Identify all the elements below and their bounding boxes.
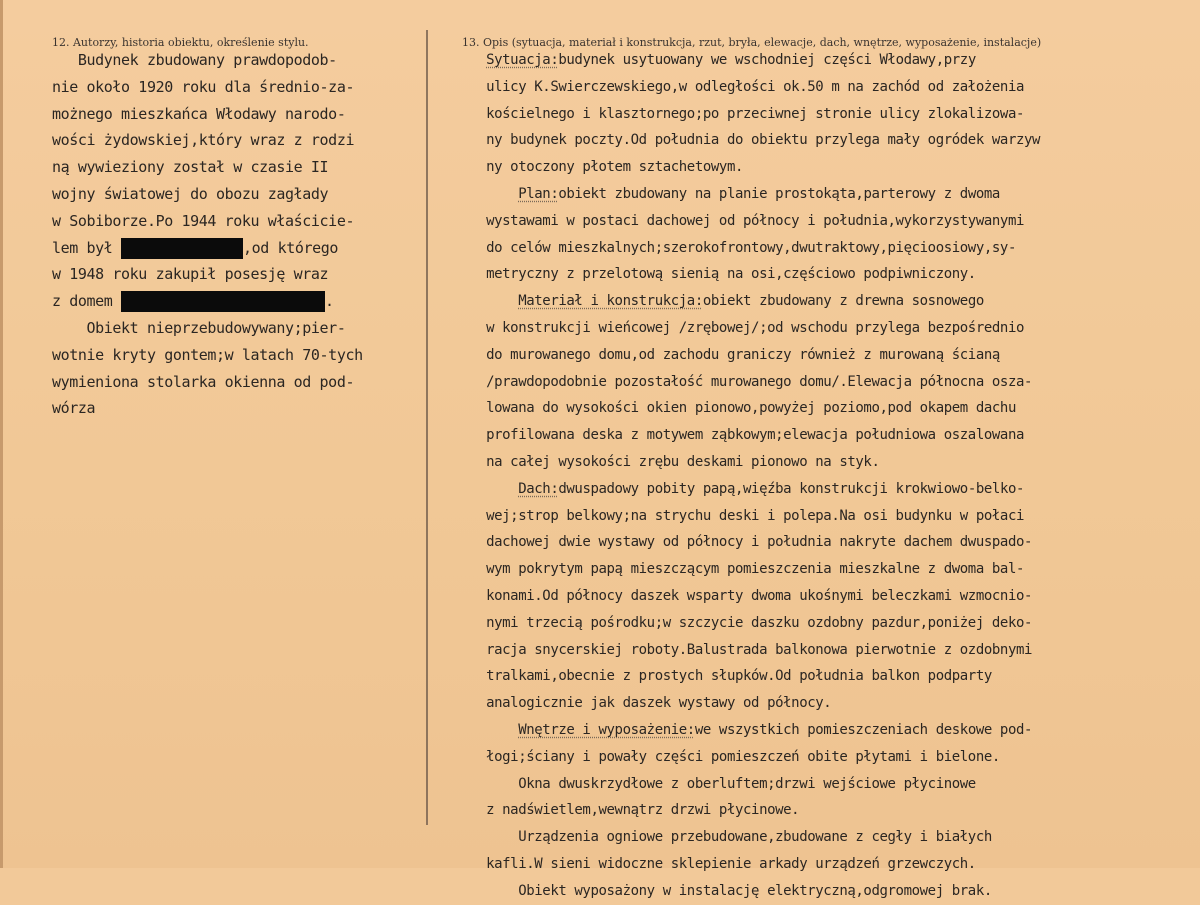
text-fragment: lem był [52, 238, 122, 257]
text-line: nie około 1920 roku dla średnio-za- [52, 77, 355, 96]
text-line: kafli.W sieni widoczne sklepienie arkady urządzeń grzewczych. [462, 855, 976, 872]
subsection-label: Plan: [518, 185, 559, 202]
text-line: ulicy K.Swierczewskiego,w odległości ok.50 m na zachód od założenia [462, 78, 1025, 95]
text-line [462, 47, 1040, 74]
text-line: konami.Od północy daszek wsparty dwoma ukośnymi beleczkami wzmocnio- [462, 587, 1033, 604]
text-fragment: we wszystkich pomieszczeniach deskowe pod- [694, 721, 1033, 738]
subsection-label: Materiał i konstrukcja: [518, 293, 703, 310]
text-line: lowana do wysokości okien pionowo,powyżej poziomo,pod okapem dachu [462, 400, 1016, 417]
text-line: możnego mieszkańca Włodawy narodo- [52, 104, 346, 123]
text-line: ny budynek poczty.Od południa do obiektu przylega mały ogródek warzyw [462, 132, 1041, 149]
text-line: z nadświetlem,wewnątrz drzwi płycinowe. [462, 802, 800, 819]
text-line: w 1948 roku zakupił posesję wraz [52, 265, 329, 284]
text-fragment: dwuspadowy pobity papą,więźba konstrukcji krokwiowo-belko- [558, 480, 1025, 497]
text-line: wym pokrytym papą mieszczącym pomieszczenia mieszkalne z dwoma bal- [462, 561, 1025, 578]
text-line: metryczny z przelotową sienią na osi,częściowo podpiwniczony. [462, 266, 976, 283]
text-line: wojny światowej do obozu zagłady [52, 184, 329, 203]
redaction-bar [121, 238, 243, 259]
text-line [462, 476, 1040, 503]
text-line: ną wywieziony został w czasie II [52, 158, 329, 177]
text-line [462, 288, 1040, 315]
text-line: Budynek zbudowany prawdopodob- [52, 51, 337, 69]
subsection-label: Wnętrze i wyposażenie: [518, 721, 695, 738]
redaction-bar [121, 291, 325, 312]
text-line: kościelnego i klasztornego;po przeciwnej stronie ulicy zlokalizowa- [462, 105, 1025, 122]
subsection-label: Dach: [518, 480, 559, 497]
text-fragment: obiekt zbudowany na planie prostokąta,parterowy z dwoma [558, 185, 1000, 202]
text-line: w Sobiborze.Po 1944 roku właściciе- [52, 211, 355, 230]
section-12-text [52, 47, 363, 422]
text-line: analogicznie jak daszek wystawy od północy. [462, 695, 832, 712]
text-line: Urządzenia ogniowe przebudowane,zbudowane z cegły i białych [462, 829, 992, 846]
text-line: do celów mieszkalnych;szerokofrontowy,dwutraktowy,pięcioosiowy,sy- [462, 239, 1016, 256]
column-divider [426, 30, 428, 825]
text-line: /prawdopodobnie pozostałość murowanego domu/.Elewacja północna osza- [462, 373, 1033, 390]
text-line: na całej wysokości zrębu deskami pionowo na styk. [462, 453, 880, 470]
text-line: profilowana deska z motywem ząbkowym;elewacja południowa oszalowana [462, 427, 1025, 444]
text-line [52, 235, 363, 262]
text-line: w konstrukcji wieńcowej /zrębowej/;od wschodu przylega bezpośrednio [462, 319, 1025, 336]
text-line: tralkami,obecnie z prostych słupków.Od południa balkon podparty [462, 668, 992, 685]
section-13-text [462, 47, 1040, 905]
text-line: do murowanego domu,od zachodu graniczy również z murowaną ścianą [462, 346, 1000, 363]
subsection-label: Sytuacja: [486, 52, 559, 68]
text-fragment: z domem [52, 292, 122, 311]
text-line [462, 717, 1040, 744]
text-line: ny otoczony płotem sztachetowym. [462, 159, 744, 176]
text-fragment: budynek usytuowany we wschodniej części Włodawy,przy [558, 52, 976, 68]
text-line [52, 288, 363, 315]
text-fragment: obiekt zbudowany z drewna sosnowego [702, 293, 984, 310]
text-line: Obiekt wyposażony w instalację elektryczną,odgromowej brak. [462, 882, 992, 899]
text-line: wotnie kryty gontem;w latach 70-tych [52, 345, 363, 364]
text-line: wystawami w postaci dachowej od północy i południa,wykorzystywanymi [462, 212, 1025, 229]
page-left-edge [0, 0, 3, 868]
text-fragment: ,od którego [243, 238, 338, 257]
text-line: wości żydowskiej,który wraz z rodzi [52, 131, 355, 150]
section-13-heading: 13. Opis (sytuacja, materiał i konstrukcja, rzut, bryła, elewacje, dach, wnętrze, wyposażenie, instalacje) [462, 36, 1042, 49]
text-line: Obiekt nieprzebudowywany;pier- [52, 318, 346, 337]
text-line: łogi;ściany i powały części pomieszczeń obite płytami i bielone. [462, 748, 1000, 765]
text-line: dachowej dwie wystawy od północy i południa nakryte dachem dwuspado- [462, 534, 1033, 551]
text-line: wórza [52, 399, 96, 418]
text-line: wej;strop belkowy;na strychu deski i polepa.Na osi budynku w połaci [462, 507, 1025, 524]
text-fragment: . [325, 292, 334, 311]
text-line: nymi trzecią pośrodku;w szczycie daszku ozdobny pazdur,poniżej deko- [462, 614, 1033, 631]
text-line: racja snycerskiej roboty.Balustrada balkonowa pierwotnie z ozdobnymi [462, 641, 1033, 658]
text-line [462, 181, 1040, 208]
section-12-heading: 12. Autorzy, historia obiektu, określenie stylu. [52, 36, 309, 49]
text-line: wymieniona stolarka okienna od pod- [52, 372, 355, 391]
text-line: Okna dwuskrzydłowe z oberluftem;drzwi wejściowe płycinowe [462, 775, 976, 792]
